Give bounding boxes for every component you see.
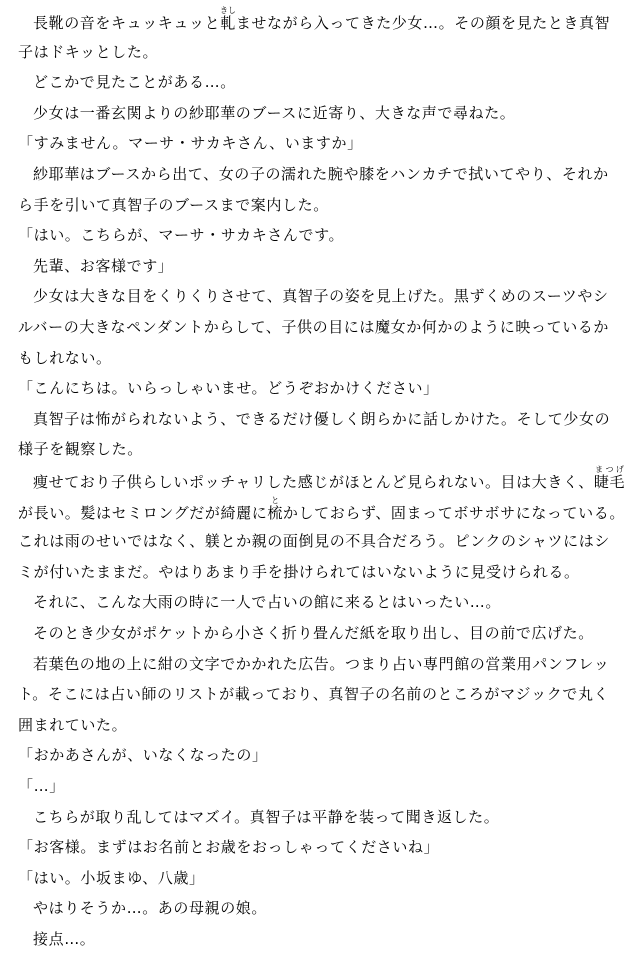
text-segment: ルバーの大きなペンダントからして、子供の目には魔女か何かのように映っているか: [18, 318, 610, 336]
text-segment: 様子を観察した。: [18, 440, 143, 459]
text-segment: もしれない。: [18, 348, 112, 367]
text-line: [18, 404, 611, 434]
ruby-base: 軋: [220, 14, 236, 32]
ruby-annotated-word: [220, 6, 237, 32]
text-segment: ら手を引いて真智子のブースまで案内した。: [18, 195, 329, 214]
text-segment: 少女は大きな目をくりくりさせて、真智子の姿を見上げた。黒ずくめのスーツやシ: [33, 287, 609, 306]
text-segment: 「はい。小坂まゆ、八歳」: [18, 868, 205, 887]
text-segment: 「はい。こちらが、マーサ・サカキさんです。: [18, 226, 345, 245]
text-line: [18, 281, 609, 311]
text-segment: ト。そこには占い師のリストが載っており、真智子の名前のところがマジックで丸く: [18, 685, 610, 704]
text-segment: 「こんにちは。いらっしゃいませ。どうぞおかけください」: [18, 379, 439, 398]
text-line: [18, 740, 602, 770]
text-segment: 長靴の音をキュッキュッと: [33, 14, 221, 32]
text-line: [18, 128, 602, 158]
ruby-base: 梳: [267, 503, 283, 522]
text-line: [18, 649, 610, 679]
text-segment: やはりそうか…。あの母親の娘。: [33, 899, 268, 918]
text-line: [18, 159, 609, 189]
text-line: [18, 710, 602, 740]
text-line: [18, 220, 602, 250]
text-segment: これは雨のせいではなく、躾とか親の面倒見の不具合だろう。ピンクのシャツにはシ: [18, 532, 610, 551]
text-segment: 「すみません。マーサ・サカキさん、いますか」: [18, 134, 363, 153]
text-segment: 囲まれていた。: [18, 715, 128, 734]
text-segment: が長い。髪はセミロングだが綺麗に: [18, 503, 268, 522]
text-segment: 紗耶華はブースから出て、女の子の濡れた腕や膝をハンカチで拭いてやり、それか: [33, 165, 609, 183]
text-segment: 「…」: [18, 777, 65, 795]
text-line: [18, 557, 602, 587]
text-segment: かしておらず、固まってボサボサになっている。: [282, 503, 625, 522]
text-segment: 先輩、お客様です」: [33, 256, 174, 275]
text-segment: それに、こんな大雨の時に一人で占いの館に来るとはいったい…。: [33, 593, 502, 612]
text-line: [18, 373, 602, 403]
text-line: [18, 924, 602, 954]
text-line: [18, 587, 602, 617]
text-line: [18, 312, 610, 342]
ruby-annotated-word: [267, 495, 283, 522]
text-line: [18, 802, 602, 832]
text-line: [18, 495, 625, 526]
text-line: [18, 343, 602, 373]
text-segment: 「おかあさんが、いなくなったの」: [18, 746, 268, 765]
text-segment: 接点…。: [33, 930, 96, 948]
ruby-reading: きし: [220, 6, 237, 15]
text-line: [18, 832, 602, 862]
text-line: [18, 98, 602, 128]
text-segment: こちらが取り乱してはマズイ。真智子は平静を装って聞き返した。: [33, 807, 500, 826]
text-segment: 痩せており子供らしいポッチャリした感じがほとんど見られない。目は大きく、: [33, 473, 594, 491]
ruby-base: 睫毛: [593, 473, 625, 491]
text-line: [18, 893, 602, 923]
ruby-reading: まつげ: [593, 465, 625, 474]
text-line: [18, 679, 610, 709]
text-segment: 真智子は怖がられないよう、できるだけ優しく朗らかに話しかけた。そして少女の: [33, 409, 611, 428]
text-segment: どこかで見たことがある…。: [33, 73, 236, 92]
text-segment: そのとき少女がポケットから小さく折り畳んだ紙を取り出し、目の前で広げた。: [33, 624, 594, 642]
text-line: [18, 434, 602, 464]
text-line: [18, 67, 602, 97]
text-line: [18, 526, 610, 556]
text-line: [18, 6, 611, 36]
text-line: [18, 771, 602, 801]
ruby-annotated-word: [593, 465, 625, 491]
text-line: [18, 37, 602, 67]
text-line: [18, 251, 602, 281]
text-segment: 少女は一番玄関よりの紗耶華のブースに近寄り、大きな声で尋ねた。: [33, 103, 516, 122]
text-segment: ませながら入ってきた少女…。その顔を見たとき真智: [235, 14, 611, 32]
text-segment: 若葉色の地の上に紺の文字でかかれた広告。つまり占い専門館の営業用パンフレッ: [33, 654, 610, 673]
text-segment: ミが付いたままだ。やはりあまり手を掛けられてはいないように見受けられる。: [18, 562, 580, 581]
text-segment: 子はドキッとした。: [18, 42, 159, 61]
text-line: [18, 190, 602, 220]
text-line: [18, 465, 625, 495]
ruby-reading: と: [267, 495, 283, 505]
text-segment: 「お客様。まずはお名前とお歳をおっしゃってくださいね」: [18, 838, 440, 857]
text-line: [18, 863, 602, 893]
text-line: [18, 618, 602, 648]
